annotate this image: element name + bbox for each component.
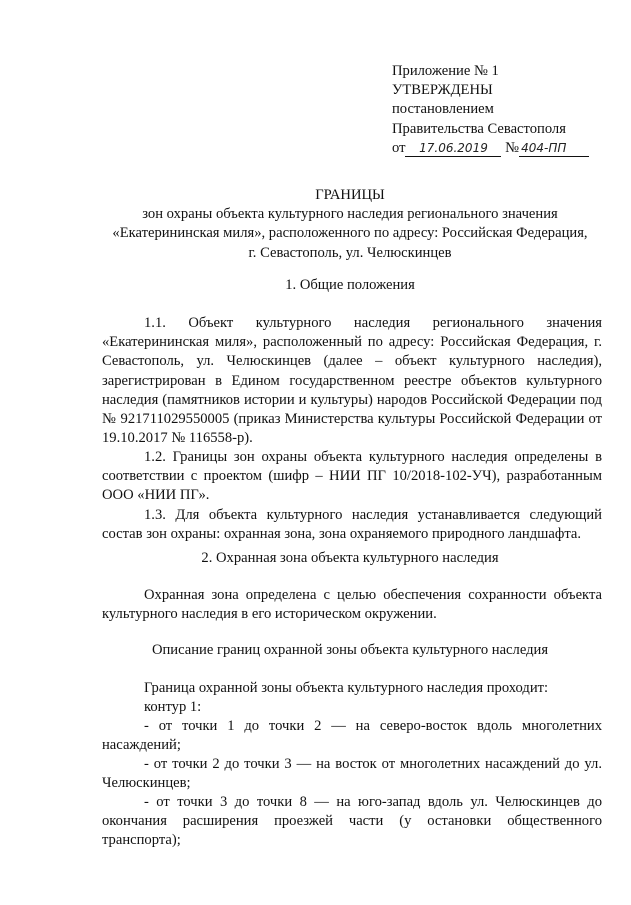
boundary-item-1: - от точки 1 до точки 2 — на северо-восток вдоль многолетних насаждений;: [102, 718, 602, 754]
section-1-paragraph-3: 1.3. Для объекта культурного наследия устанавливается следующий состав зон охраны: охранная зона, зона охраняемого природного ландшафта.: [102, 507, 602, 543]
section-1-heading: 1. Общие положения: [285, 277, 415, 293]
section-2-paragraph-1: Охранная зона определена с целью обеспечения сохранности объекта культурного наследия в его историческом окружении.: [102, 587, 602, 623]
section-1-paragraph-1: 1.1. Объект культурного наследия регионального значения «Екатерининская миля», расположенный по адресу: Российская Федерация, г. Севастополь, ул. Челюскинцев (далее – объект культурного наследия), зарегистрирован в Едином государственном реестре объектов культурного наследия (памятников истории и культуры) народов Российской Федерации под № 921711029550005 (приказ Министерства культуры Российской Федерации от 19.10.2017 № 116558-р).: [102, 315, 602, 447]
boundary-item-2: - от точки 2 до точки 3 — на восток от многолетних насаждений до ул. Челюскинцев;: [102, 756, 602, 792]
section-2-paragraph-2: Граница охранной зоны объекта культурного наследия проходит:: [144, 680, 549, 696]
approval-block: [392, 62, 617, 158]
appendix-number: Приложение № 1: [392, 63, 499, 79]
government-label: Правительства Севастополя: [392, 120, 566, 137]
boundary-item-3: - от точки 3 до точки 8 — на юго-запад вдоль ул. Челюскинцев до окончания расширения проезжей части (у остановки общественного транспорта);: [102, 794, 602, 849]
title-line-3: г. Севастополь, ул. Челюскинцев: [248, 244, 452, 261]
number-label: №: [505, 139, 520, 156]
handwritten-date: 17.06.2019: [405, 141, 501, 157]
handwritten-number: 404-ПП: [519, 141, 589, 157]
title-block: [90, 186, 610, 263]
date-number-line: [392, 139, 617, 158]
section-1-paragraph-2: 1.2. Границы зон охраны объекта культурного наследия определены в соответствии с проектом (шифр – НИИ ПГ 10/2018-102-УЧ), разработанным ООО «НИИ ПГ».: [102, 449, 602, 504]
contour-label: контур 1:: [144, 699, 202, 715]
boundary-description-heading: Описание границ охранной зоны объекта культурного наследия: [151, 642, 549, 658]
section-2-heading: 2. Охранная зона объекта культурного наследия: [201, 550, 499, 566]
title-line-2: «Екатерининская миля», расположенного по адресу: Российская Федерация,: [112, 225, 588, 242]
approved-label: УТВЕРЖДЕНЫ: [392, 82, 493, 99]
title-line-1: зон охраны объекта культурного наследия регионального значения: [142, 206, 558, 223]
document-title: ГРАНИЦЫ: [315, 187, 385, 203]
from-label: от: [392, 139, 406, 156]
resolution-label: постановлением: [392, 101, 494, 118]
